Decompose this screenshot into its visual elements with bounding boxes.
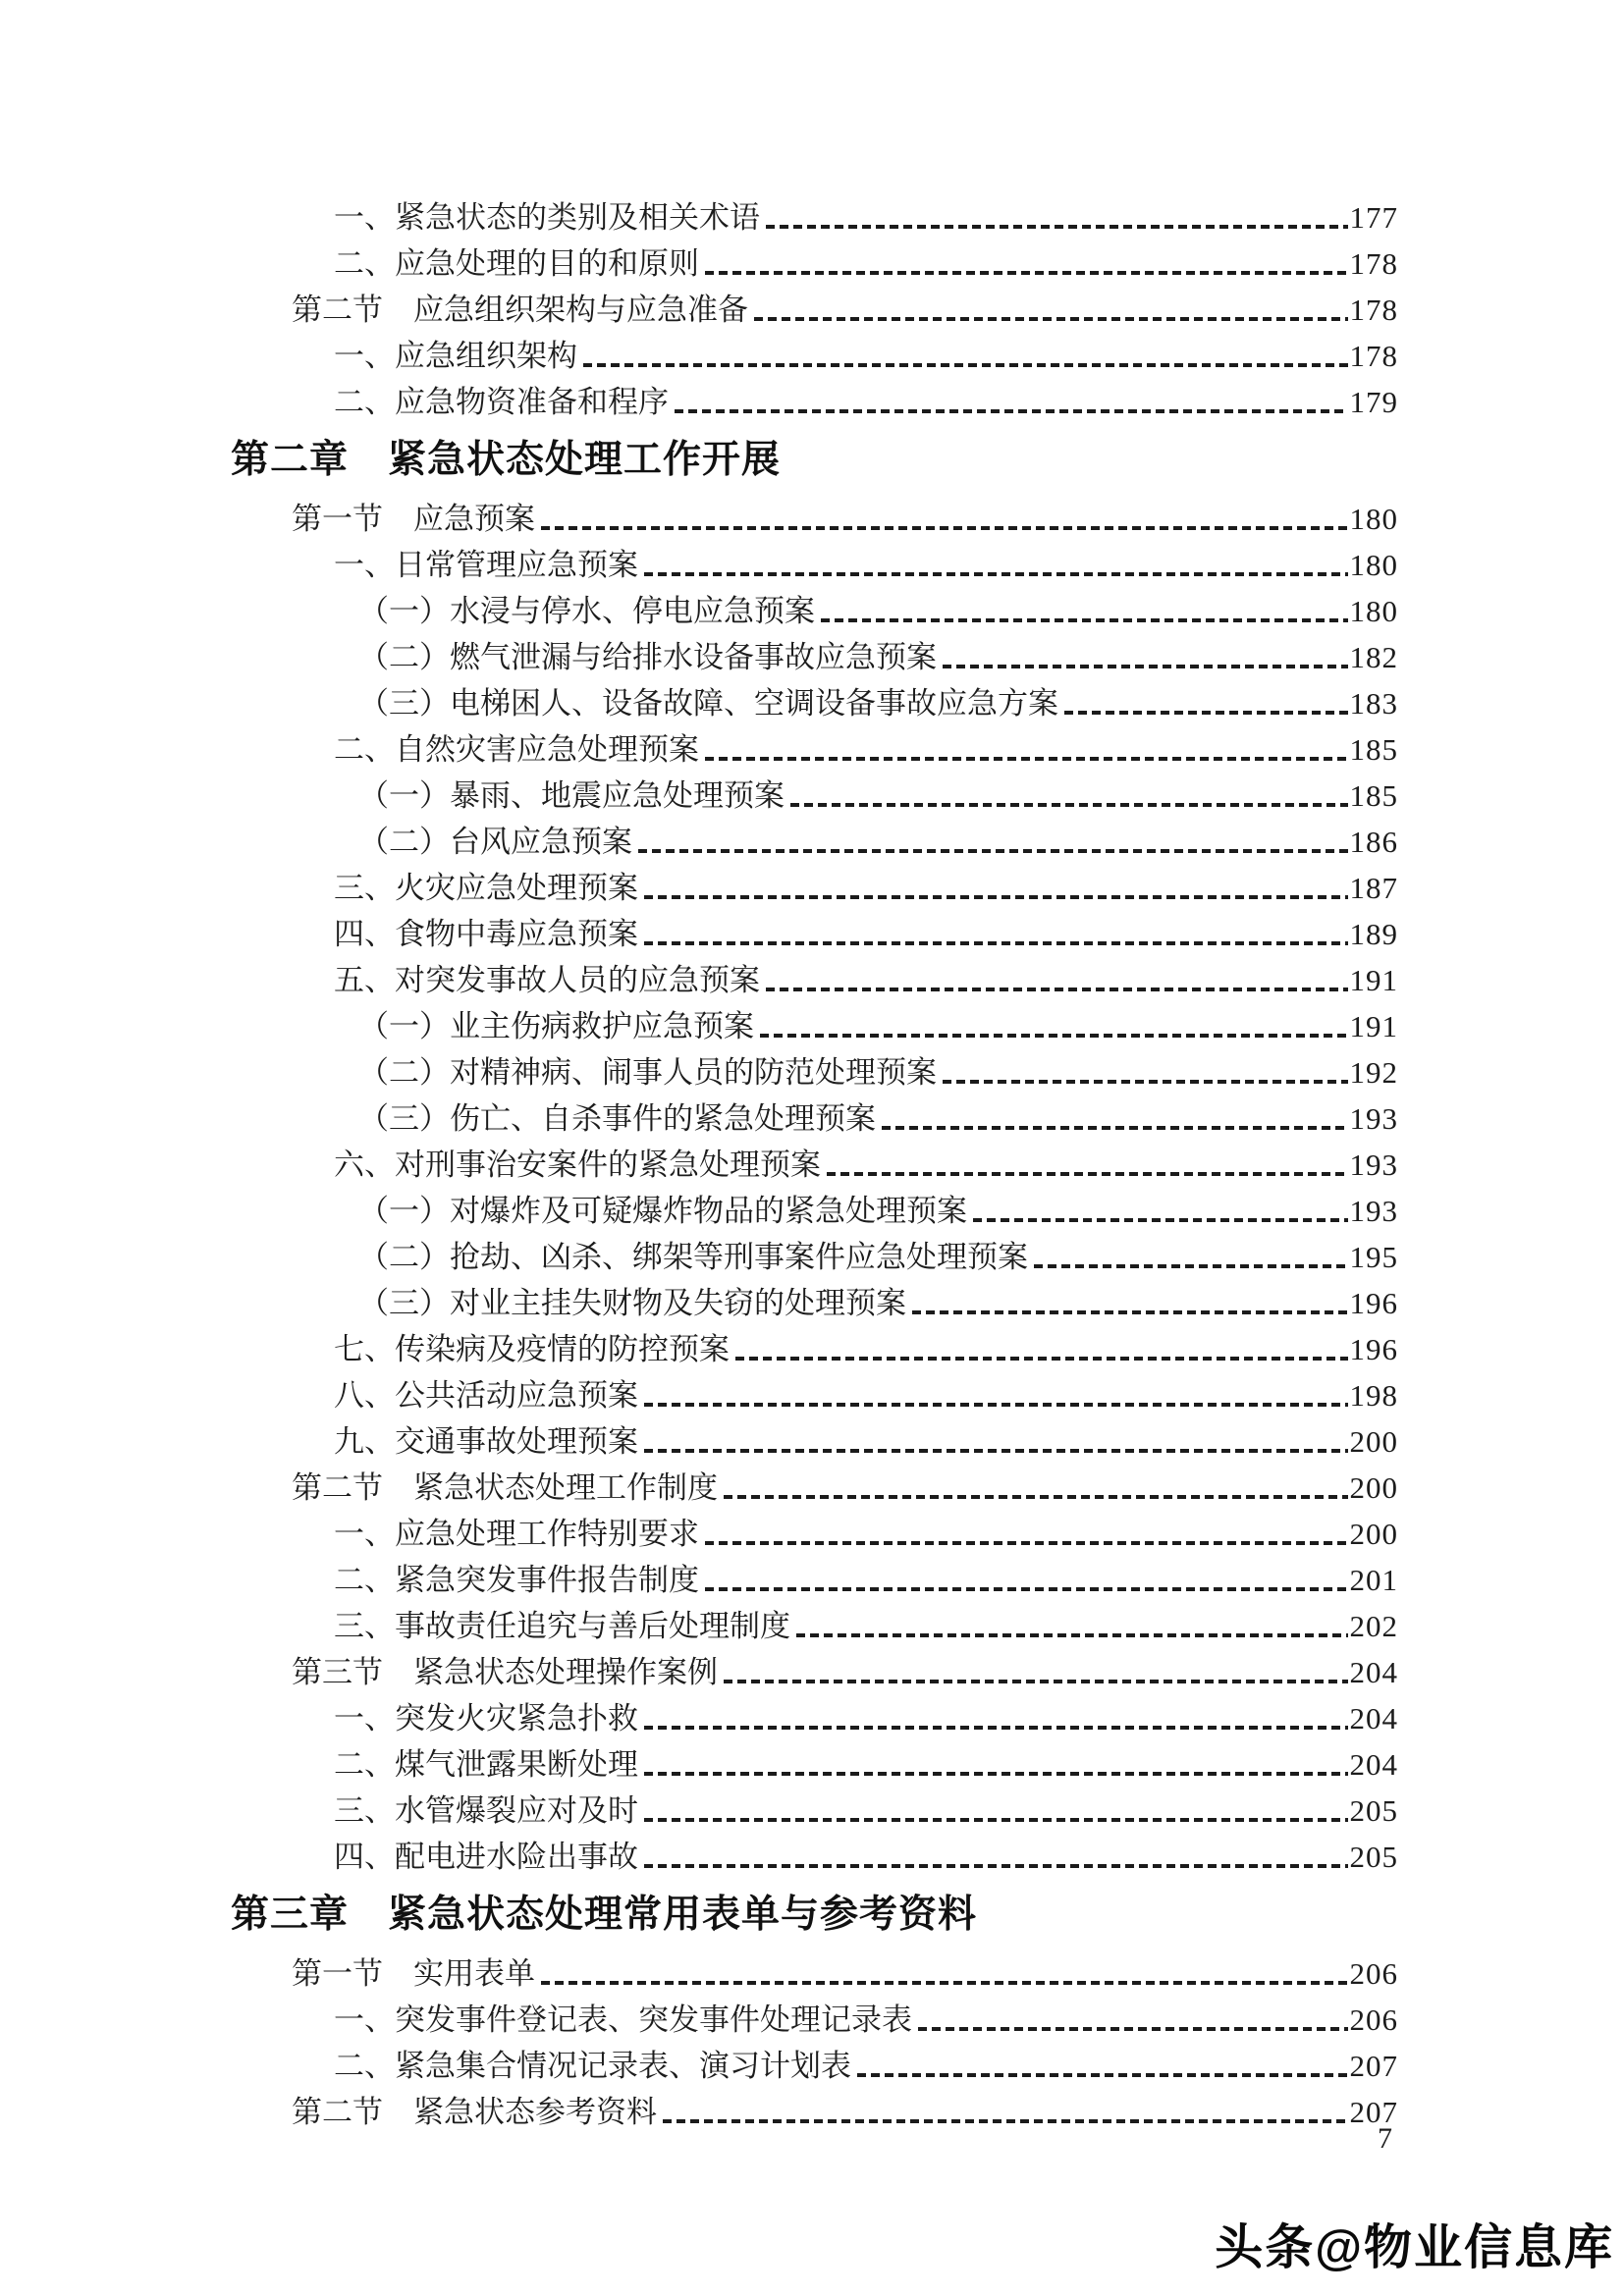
toc-leader-dots bbox=[644, 1726, 1348, 1730]
toc-entry bbox=[231, 1418, 1398, 1465]
toc-entry-title: 九、交通事故处理预案 bbox=[334, 1424, 638, 1459]
toc-entry-title: （二）对精神病、闹事人员的防范处理预案 bbox=[358, 1055, 937, 1090]
toc-entry-title: 六、对刑事治安案件的紧急处理预案 bbox=[334, 1148, 821, 1182]
toc-entry-page: 191 bbox=[1349, 963, 1398, 997]
toc-entry-page: 179 bbox=[1349, 385, 1398, 419]
toc-entry-page: 202 bbox=[1349, 1609, 1398, 1643]
toc-entry bbox=[231, 1188, 1398, 1234]
toc-entry bbox=[231, 911, 1398, 957]
toc-leader-dots bbox=[760, 1034, 1348, 1038]
toc-entry-page: 178 bbox=[1349, 339, 1398, 373]
toc-entry-page: 193 bbox=[1349, 1194, 1398, 1228]
toc-entry-page: 183 bbox=[1349, 686, 1398, 721]
toc-entry-page: 182 bbox=[1349, 640, 1398, 674]
toc-entry bbox=[231, 1465, 1398, 1511]
toc-entry-page: 187 bbox=[1349, 871, 1398, 905]
toc-entry bbox=[231, 2089, 1398, 2135]
toc-entry-title: 二、自然灾害应急处理预案 bbox=[334, 732, 699, 767]
toc-leader-dots bbox=[973, 1218, 1348, 1222]
toc-list bbox=[231, 194, 1398, 2135]
toc-entry bbox=[231, 634, 1398, 680]
page-number: 7 bbox=[1378, 2122, 1392, 2155]
toc-leader-dots bbox=[644, 941, 1348, 945]
toc-entry-page: 180 bbox=[1349, 548, 1398, 582]
toc-entry bbox=[231, 1950, 1398, 1997]
toc-entry-page: 205 bbox=[1349, 1840, 1398, 1874]
toc-entry-title: 一、紧急状态的类别及相关术语 bbox=[334, 200, 760, 235]
toc-leader-dots bbox=[541, 526, 1348, 530]
toc-entry-page: 195 bbox=[1349, 1240, 1398, 1274]
toc-entry-page: 189 bbox=[1349, 917, 1398, 951]
toc-entry-title: 一、突发事件登记表、突发事件处理记录表 bbox=[334, 2002, 912, 2037]
toc-entry-page: 196 bbox=[1349, 1286, 1398, 1320]
toc-leader-dots bbox=[644, 1772, 1348, 1776]
toc-entry bbox=[231, 2043, 1398, 2089]
toc-entry-title: 五、对突发事故人员的应急预案 bbox=[334, 963, 760, 997]
toc-leader-dots bbox=[943, 665, 1348, 668]
toc-entry-page: 200 bbox=[1349, 1470, 1398, 1505]
toc-entry-title: 第二节 应急组织架构与应急准备 bbox=[292, 293, 748, 327]
toc-entry-title: （一）暴雨、地震应急处理预案 bbox=[358, 778, 785, 813]
toc-entry bbox=[231, 496, 1398, 542]
toc-entry-title: 第一节 应急预案 bbox=[292, 502, 535, 536]
toc-entry bbox=[231, 773, 1398, 819]
toc-entry-page: 207 bbox=[1349, 2049, 1398, 2083]
toc-chapter-heading bbox=[231, 1880, 1398, 1950]
toc-entry bbox=[231, 1280, 1398, 1326]
toc-entry bbox=[231, 1095, 1398, 1142]
toc-entry-title: 第一节 实用表单 bbox=[292, 1956, 535, 1991]
toc-entry-page: 198 bbox=[1349, 1378, 1398, 1413]
toc-entry-page: 193 bbox=[1349, 1101, 1398, 1136]
toc-leader-dots bbox=[644, 1864, 1348, 1868]
toc-entry-title: （二）台风应急预案 bbox=[358, 825, 632, 859]
toc-entry-title: 八、公共活动应急预案 bbox=[334, 1378, 638, 1413]
toc-entry-title: 二、煤气泄露果断处理 bbox=[334, 1747, 638, 1782]
toc-leader-dots bbox=[827, 1172, 1348, 1176]
toc-entry-title: 二、应急物资准备和程序 bbox=[334, 385, 669, 419]
toc-chapter-heading bbox=[231, 425, 1398, 496]
toc-entry-title: 三、事故责任追究与善后处理制度 bbox=[334, 1609, 790, 1643]
toc-entry-page: 200 bbox=[1349, 1424, 1398, 1459]
toc-entry-title: （一）业主伤病救护应急预案 bbox=[358, 1009, 754, 1043]
toc-entry bbox=[231, 240, 1398, 287]
toc-entry-page: 193 bbox=[1349, 1148, 1398, 1182]
toc-entry bbox=[231, 379, 1398, 425]
toc-leader-dots bbox=[918, 2027, 1348, 2031]
watermark: 头条@物业信息库 bbox=[1215, 2221, 1614, 2274]
toc-entry-page: 196 bbox=[1349, 1332, 1398, 1366]
toc-entry bbox=[231, 1003, 1398, 1049]
toc-entry-page: 178 bbox=[1349, 293, 1398, 327]
toc-leader-dots bbox=[735, 1357, 1348, 1361]
toc-entry bbox=[231, 333, 1398, 379]
toc-entry-page: 204 bbox=[1349, 1655, 1398, 1689]
toc-entry-title: 第二节 紧急状态参考资料 bbox=[292, 2095, 657, 2129]
toc-leader-dots bbox=[644, 1449, 1348, 1453]
toc-leader-dots bbox=[724, 1680, 1348, 1683]
toc-leader-dots bbox=[766, 988, 1348, 991]
toc-entry bbox=[231, 1557, 1398, 1603]
toc-entry-page: 180 bbox=[1349, 502, 1398, 536]
toc-leader-dots bbox=[583, 363, 1348, 367]
toc-leader-dots bbox=[857, 2073, 1348, 2077]
toc-entry bbox=[231, 588, 1398, 634]
toc-leader-dots bbox=[790, 803, 1348, 807]
toc-leader-dots bbox=[705, 271, 1348, 275]
toc-leader-dots bbox=[705, 757, 1348, 761]
toc-leader-dots bbox=[675, 409, 1348, 413]
toc-entry-title: 一、应急处理工作特别要求 bbox=[334, 1517, 699, 1551]
toc-leader-dots bbox=[882, 1126, 1348, 1130]
toc-leader-dots bbox=[705, 1541, 1348, 1545]
toc-entry-page: 206 bbox=[1349, 2002, 1398, 2037]
toc-entry bbox=[231, 287, 1398, 333]
toc-leader-dots bbox=[766, 225, 1348, 229]
toc-leader-dots bbox=[644, 572, 1348, 576]
toc-entry-page: 178 bbox=[1349, 246, 1398, 281]
toc-entry-title: 二、紧急突发事件报告制度 bbox=[334, 1563, 699, 1597]
toc-entry bbox=[231, 726, 1398, 773]
toc-leader-dots bbox=[943, 1080, 1348, 1084]
toc-entry bbox=[231, 957, 1398, 1003]
toc-entry bbox=[231, 1234, 1398, 1280]
toc-entry-page: 205 bbox=[1349, 1793, 1398, 1828]
toc-entry-title: 四、食物中毒应急预案 bbox=[334, 917, 638, 951]
toc-leader-dots bbox=[663, 2119, 1348, 2123]
toc-entry bbox=[231, 1997, 1398, 2043]
toc-entry-title: 一、突发火灾紧急扑救 bbox=[334, 1701, 638, 1735]
toc-entry-page: 191 bbox=[1349, 1009, 1398, 1043]
toc-entry-title: （二）抢劫、凶杀、绑架等刑事案件应急处理预案 bbox=[358, 1240, 1028, 1274]
toc-entry bbox=[231, 1049, 1398, 1095]
toc-entry-title: 七、传染病及疫情的防控预案 bbox=[334, 1332, 730, 1366]
toc-entry-page: 192 bbox=[1349, 1055, 1398, 1090]
toc-entry-title: （一）对爆炸及可疑爆炸物品的紧急处理预案 bbox=[358, 1194, 967, 1228]
toc-entry-title: 三、水管爆裂应对及时 bbox=[334, 1793, 638, 1828]
toc-leader-dots bbox=[1064, 711, 1348, 715]
toc-entry-title: 第二节 紧急状态处理工作制度 bbox=[292, 1470, 718, 1505]
toc-entry-title: 第二章 紧急状态处理工作开展 bbox=[231, 439, 782, 481]
toc-entry bbox=[231, 1649, 1398, 1695]
toc-leader-dots bbox=[1034, 1264, 1348, 1268]
toc-entry-page: 201 bbox=[1349, 1563, 1398, 1597]
toc-entry-title: 二、应急处理的目的和原则 bbox=[334, 246, 699, 281]
toc-entry bbox=[231, 1788, 1398, 1834]
toc-leader-dots bbox=[821, 618, 1348, 622]
toc-entry-title: 一、应急组织架构 bbox=[334, 339, 577, 373]
toc-entry bbox=[231, 194, 1398, 240]
toc-entry-page: 186 bbox=[1349, 825, 1398, 859]
toc-leader-dots bbox=[724, 1495, 1348, 1499]
toc-leader-dots bbox=[705, 1587, 1348, 1591]
toc-entry bbox=[231, 1603, 1398, 1649]
toc-entry-title: （三）电梯困人、设备故障、空调设备事故应急方案 bbox=[358, 686, 1058, 721]
toc-entry-title: 三、火灾应急处理预案 bbox=[334, 871, 638, 905]
toc-entry-page: 200 bbox=[1349, 1517, 1398, 1551]
toc-entry-page: 185 bbox=[1349, 732, 1398, 767]
toc-entry bbox=[231, 542, 1398, 588]
toc-entry-title: 二、紧急集合情况记录表、演习计划表 bbox=[334, 2049, 851, 2083]
toc-entry-page: 204 bbox=[1349, 1701, 1398, 1735]
toc-entry bbox=[231, 1142, 1398, 1188]
toc-entry-title: （一）水浸与停水、停电应急预案 bbox=[358, 594, 815, 628]
toc-leader-dots bbox=[912, 1310, 1348, 1314]
toc-leader-dots bbox=[644, 895, 1348, 899]
toc-entry bbox=[231, 819, 1398, 865]
toc-entry-title: 一、日常管理应急预案 bbox=[334, 548, 638, 582]
toc-entry-title: 第三章 紧急状态处理常用表单与参考资料 bbox=[231, 1894, 978, 1936]
toc-entry-title: 第三节 紧急状态处理操作案例 bbox=[292, 1655, 718, 1689]
toc-leader-dots bbox=[754, 317, 1348, 321]
toc-entry bbox=[231, 865, 1398, 911]
toc-entry-page: 206 bbox=[1349, 1956, 1398, 1991]
toc-entry-title: 四、配电进水险出事故 bbox=[334, 1840, 638, 1874]
toc-entry-page: 204 bbox=[1349, 1747, 1398, 1782]
toc-entry-page: 177 bbox=[1349, 200, 1398, 235]
toc-leader-dots bbox=[644, 1403, 1348, 1407]
toc-entry-page: 180 bbox=[1349, 594, 1398, 628]
toc-entry-title: （三）伤亡、自杀事件的紧急处理预案 bbox=[358, 1101, 876, 1136]
toc-entry-page: 207 bbox=[1349, 2095, 1398, 2129]
toc-entry bbox=[231, 1511, 1398, 1557]
toc-entry bbox=[231, 1834, 1398, 1880]
toc-entry-page: 185 bbox=[1349, 778, 1398, 813]
toc-entry-title: （三）对业主挂失财物及失窃的处理预案 bbox=[358, 1286, 906, 1320]
toc-leader-dots bbox=[796, 1633, 1348, 1637]
toc-entry bbox=[231, 1326, 1398, 1372]
toc-leader-dots bbox=[638, 849, 1348, 853]
toc-entry bbox=[231, 1372, 1398, 1418]
toc-entry bbox=[231, 1741, 1398, 1788]
toc-entry bbox=[231, 1695, 1398, 1741]
toc-leader-dots bbox=[541, 1981, 1348, 1985]
toc-entry-title: （二）燃气泄漏与给排水设备事故应急预案 bbox=[358, 640, 937, 674]
toc-entry bbox=[231, 680, 1398, 726]
toc-leader-dots bbox=[644, 1818, 1348, 1822]
